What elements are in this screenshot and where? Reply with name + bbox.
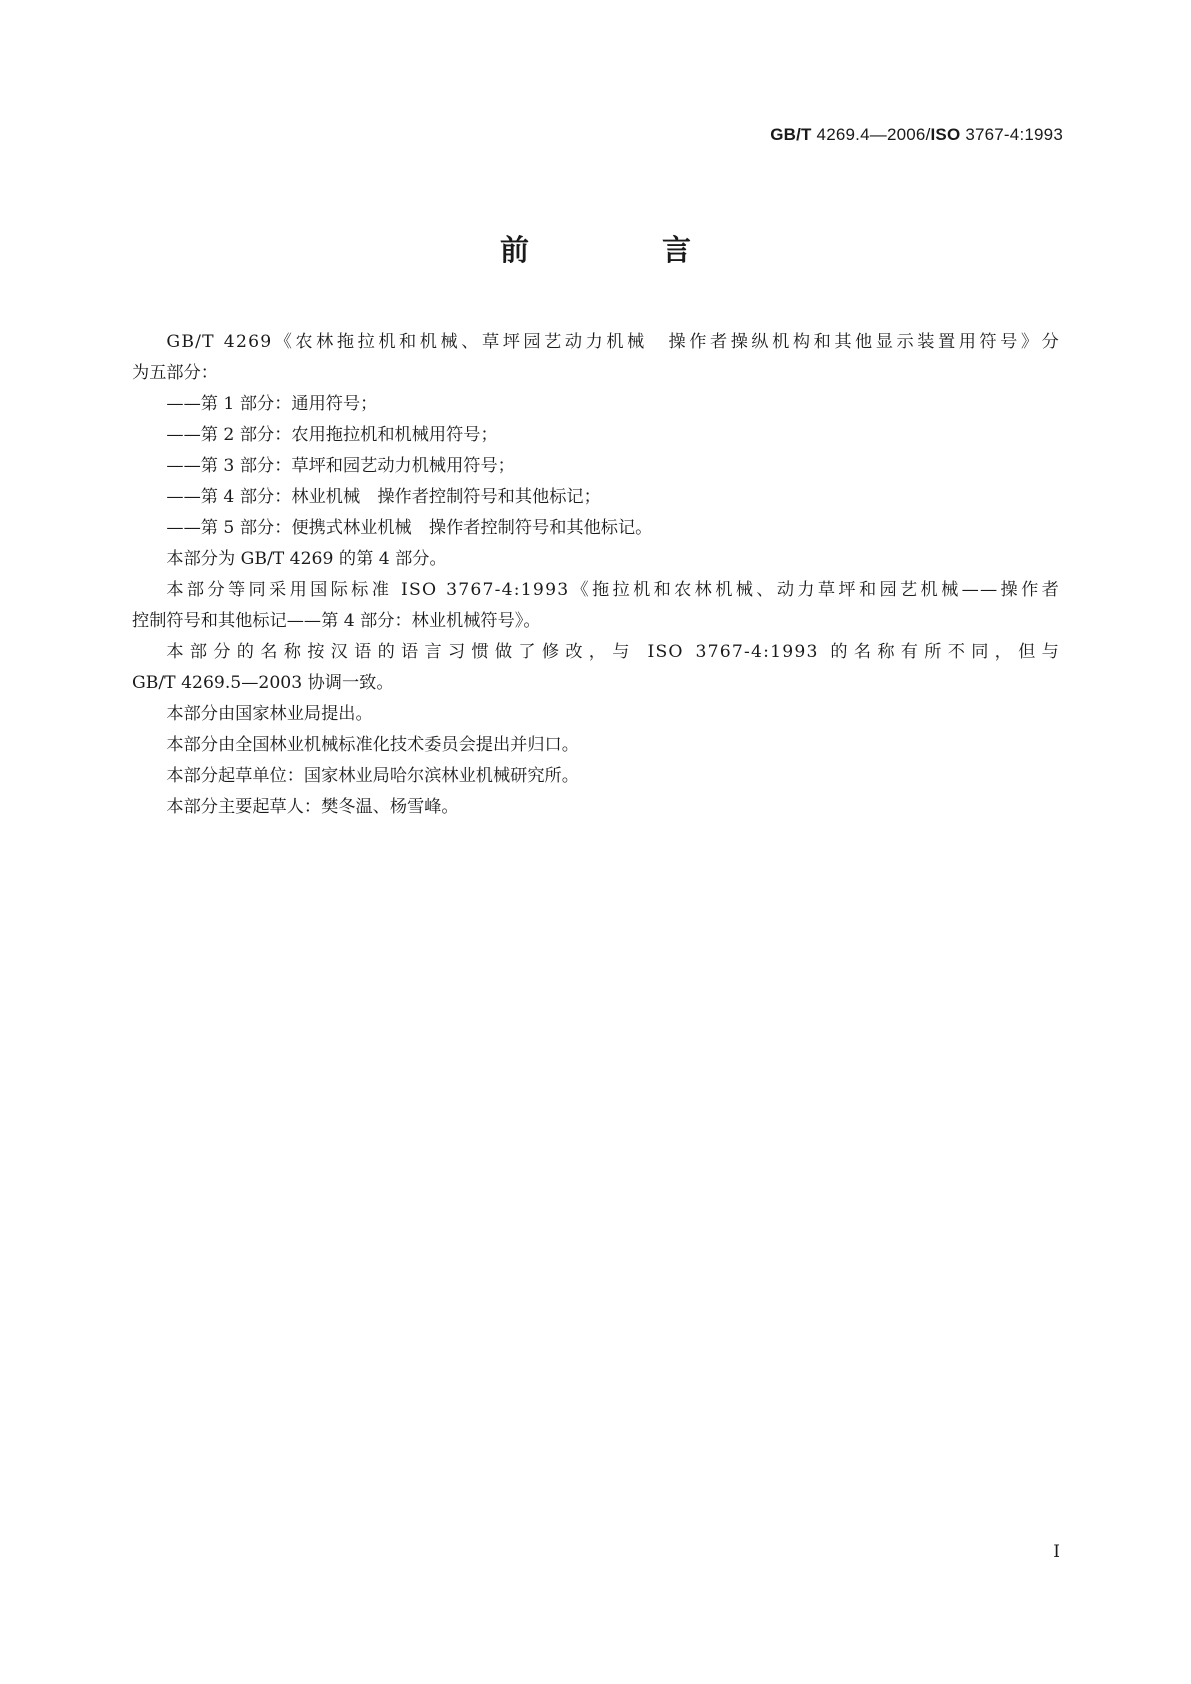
paragraph-managed-by: 本部分由全国林业机械标准化技术委员会提出并归口。 (166, 735, 579, 755)
standard-number-header (770, 125, 1063, 145)
page-title: 前 言 (499, 233, 743, 267)
list-item-part5: ——第 5 部分：便携式林业机械 操作者控制符号和其他标记。 (166, 518, 653, 538)
page-number: I (1053, 1542, 1060, 1562)
list-item-part1: ——第 1 部分：通用符号； (166, 394, 378, 414)
foreword-body (132, 327, 1060, 823)
list-item-part4: ——第 4 部分：林业机械 操作者控制符号和其他标记； (166, 487, 601, 507)
list-item-part2: ——第 2 部分：农用拖拉机和机械用符号； (166, 425, 498, 445)
paragraph-this-part: 本部分为 GB/T 4269 的第 4 部分。 (166, 549, 447, 569)
paragraph-equivalence-line1: 本部分等同采用国际标准 ISO 3767-4:1993《拖拉机和农林机械、动力草坪和园艺机械——操作者 (166, 580, 1060, 600)
list-item-part3: ——第 3 部分：草坪和园艺动力机械用符号； (166, 456, 515, 476)
paragraph-name-change-line2: GB/T 4269.5—2003 协调一致。 (132, 673, 394, 693)
paragraph-equivalence-line2: 控制符号和其他标记——第 4 部分：林业机械符号》。 (132, 611, 541, 631)
paragraph-drafters: 本部分主要起草人：樊冬温、杨雪峰。 (166, 797, 459, 817)
paragraph-name-change-line1: 本部分的名称按汉语的语言习惯做了修改，与 ISO 3767-4:1993 的名称有所不同，但与 (166, 642, 1060, 662)
paragraph-drafting-unit: 本部分起草单位：国家林业局哈尔滨林业机械研究所。 (166, 766, 579, 786)
header-gbt-number: 4269.4—2006/ (811, 125, 931, 144)
paragraph-intro-line2: 为五部分： (132, 363, 218, 383)
header-iso-number: 3767-4:1993 (960, 125, 1063, 144)
paragraph-intro-line1: GB/T 4269《农林拖拉机和机械、草坪园艺动力机械 操作者操纵机构和其他显示装置用符号》分 (166, 332, 1060, 352)
header-gbt-prefix: GB/T (770, 125, 812, 144)
header-iso-prefix: ISO (930, 125, 961, 144)
paragraph-proposed-by: 本部分由国家林业局提出。 (166, 704, 373, 724)
